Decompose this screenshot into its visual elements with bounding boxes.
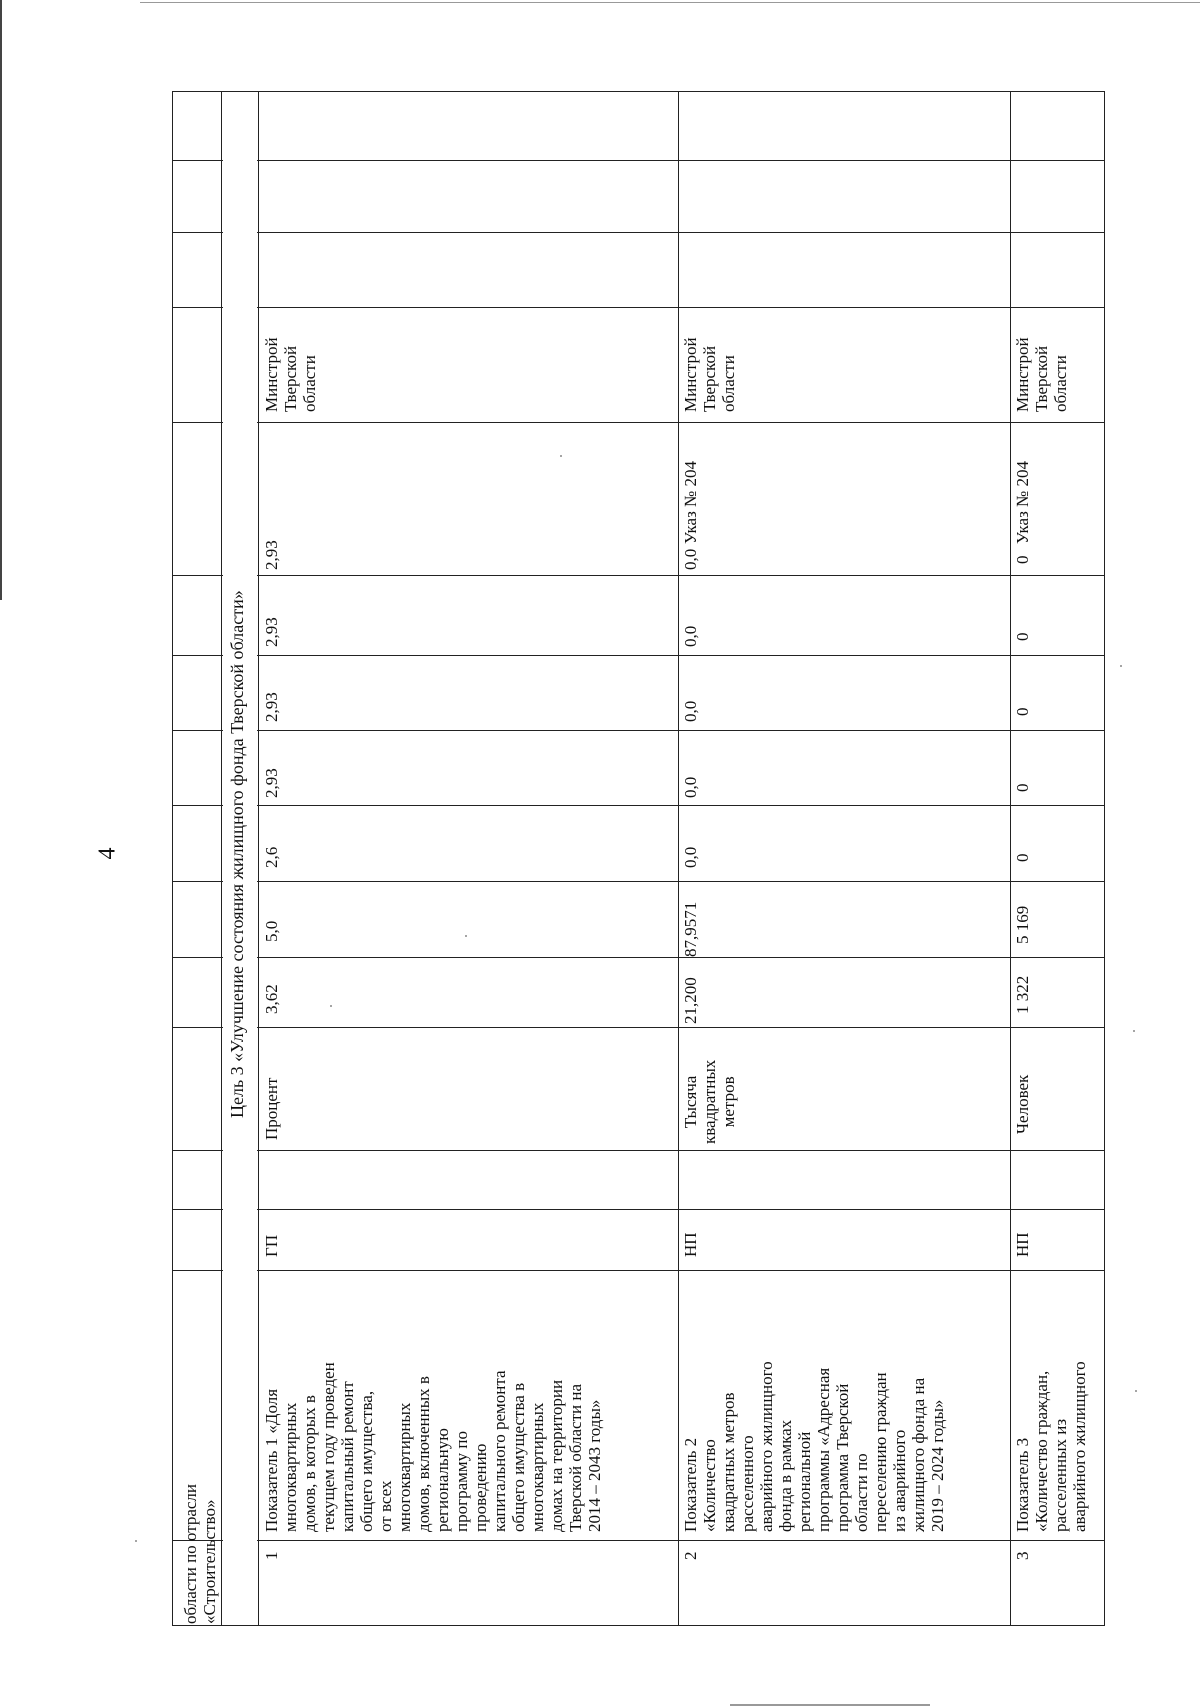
row-1-responsible-line: Тверской: [281, 345, 300, 412]
row-1-value-3: 2,6: [262, 846, 281, 868]
header-name-line: «Строительство»: [200, 1499, 219, 1624]
row-3-value-5: 0: [1013, 707, 1032, 716]
row-3-responsible: [1013, 337, 1070, 412]
vline-row2-row3: [1010, 92, 1011, 1625]
row-1-name-line: домах на территории: [547, 1379, 566, 1532]
hline-unit-v1: [173, 1027, 1104, 1028]
scan-speck: [465, 935, 467, 937]
row-2-name-line: области по: [852, 1453, 871, 1532]
row-1-responsible-line: области: [300, 355, 319, 412]
row-1-responsible: [262, 337, 319, 412]
scan-speck: [1133, 1030, 1135, 1032]
hline-type-empty: [173, 1209, 1104, 1210]
row-1-name-line: региональную: [433, 1428, 452, 1532]
row-3-name-line: расселенных из: [1051, 1418, 1070, 1532]
scan-border-left: [0, 0, 2, 600]
row-2-value-7: 0,0: [681, 548, 700, 570]
row-1-name-line: капитального ремонта: [490, 1370, 509, 1532]
hline-v6-v7: [173, 575, 1104, 576]
row-1-value-1: 3,62: [262, 984, 281, 1014]
row-1-type: ГП: [262, 1234, 281, 1257]
hline-basis-resp: [173, 307, 1104, 308]
row-2-name-line: квадратных метров: [719, 1392, 738, 1532]
row-1-number: 1: [262, 1551, 281, 1560]
row-2-name-line: программа Тверской: [833, 1383, 852, 1532]
row-3-value-2: 5 169: [1013, 905, 1032, 944]
scan-speck: [1120, 665, 1122, 667]
hline-empty-unit: [173, 1150, 1104, 1151]
row-1-name: [262, 1362, 604, 1532]
row-2-name-line: программы «Адресная: [814, 1367, 833, 1532]
row-2-responsible-line: области: [719, 355, 738, 412]
row-2-unit-line: метров: [719, 1076, 738, 1128]
vline-goal-row1: [258, 92, 259, 1625]
hline-extra1-extra2: [173, 160, 1104, 161]
row-2-name-line: аварийного жилищного: [757, 1361, 776, 1532]
row-2-value-1: 21,200: [681, 977, 700, 1024]
scan-speck: [135, 1540, 137, 1542]
row-1-value-2: 5,0: [262, 920, 281, 942]
scan-speck: [560, 455, 562, 457]
row-3-number: 3: [1013, 1551, 1032, 1560]
row-2-name-line: переселению граждан: [871, 1372, 890, 1532]
row-1-name-line: проведению: [471, 1443, 490, 1532]
row-2-name-line: расселенного: [738, 1435, 757, 1532]
row-3-value-3: 0: [1013, 853, 1032, 862]
row-2-name-line: «Количество: [700, 1439, 719, 1532]
row-2-name-line: из аварийного: [890, 1429, 909, 1532]
row-1-name-line: от всех: [376, 1480, 395, 1532]
row-2-value-3: 0,0: [681, 846, 700, 868]
page-number: 4: [94, 847, 121, 860]
row-3-name-line: Показатель 3: [1013, 1437, 1032, 1532]
row-1-unit: Процент: [262, 1077, 281, 1140]
row-2-unit-line: квадратных: [700, 1059, 719, 1144]
row-1-name-line: программу по: [452, 1431, 471, 1532]
row-3-value-6: 0: [1013, 632, 1032, 641]
goal-title: Цель 3 «Улучшение состояния жилищного фонда Тверской области»: [227, 590, 247, 1118]
row-3-name: [1013, 1361, 1089, 1532]
row-2-name-line: Показатель 2: [681, 1437, 700, 1532]
row-2-value-2: 87,9571: [681, 901, 700, 957]
row-2-responsible: [681, 337, 738, 412]
row-2-unit-line: Тысяча: [681, 1075, 700, 1129]
row-1-value-5: 2,93: [262, 692, 281, 722]
row-2-name-line: региональной: [795, 1431, 814, 1532]
row-1-name-line: общего имущества,: [357, 1390, 376, 1532]
indicator-table: [172, 91, 1105, 1626]
row-3-name-line: аварийного жилищного: [1070, 1361, 1089, 1532]
row-3-name-line: «Количество граждан,: [1032, 1370, 1051, 1532]
row-2-responsible-line: Минстрой: [681, 337, 700, 412]
row-1-value-7: 2,93: [262, 540, 281, 570]
row-1-name-line: многоквартирных: [395, 1402, 414, 1532]
row-2-value-5: 0,0: [681, 700, 700, 722]
header-name-cell: [181, 1484, 219, 1624]
row-2-type: НП: [681, 1232, 700, 1257]
scan-border-top: [140, 2, 1200, 3]
row-3-value-7: 0: [1013, 555, 1032, 564]
row-1-responsible-line: Минстрой: [262, 337, 281, 412]
row-3-type: НП: [1013, 1232, 1032, 1257]
row-1-name-line: Показатель 1 «Доля: [262, 1388, 281, 1532]
row-2-basis: Указ № 204: [681, 460, 700, 544]
row-3-value-4: 0: [1013, 783, 1032, 792]
hline-num-name: [173, 1540, 1104, 1541]
row-2-name-line: 2019 – 2024 годы»: [928, 1399, 947, 1532]
row-2-value-4: 0,0: [681, 776, 700, 798]
row-1-name-line: домов, в которых в: [300, 1395, 319, 1532]
row-2-name: [681, 1361, 947, 1532]
row-2-responsible-line: Тверской: [700, 345, 719, 412]
row-2-name-line: жилищного фонда на: [909, 1377, 928, 1532]
row-1-value-4: 2,93: [262, 768, 281, 798]
row-3-unit: Человек: [1013, 1074, 1032, 1134]
vline-row1-row2: [678, 92, 679, 1625]
row-1-name-line: Тверской области на: [566, 1383, 585, 1532]
row-2-value-6: 0,0: [681, 625, 700, 647]
hline-name-type: [173, 1270, 1104, 1271]
hline-v5-v6: [173, 655, 1104, 656]
hline-v2-v3: [173, 881, 1104, 882]
row-1-name-line: многоквартирных: [528, 1402, 547, 1532]
row-1-name-line: 2014 – 2043 годы»: [585, 1399, 604, 1532]
row-1-name-line: общего имущества в: [509, 1382, 528, 1532]
row-3-responsible-line: Тверской: [1032, 345, 1051, 412]
row-1-name-line: капитальный ремонт: [338, 1381, 357, 1532]
hline-resp-extra1: [173, 232, 1104, 233]
hline-v4-v5: [173, 730, 1104, 731]
scan-speck: [330, 1005, 332, 1007]
header-name-line: области по отрасли: [181, 1483, 200, 1624]
row-1-name-line: текущем году проведен: [319, 1362, 338, 1532]
row-3-value-1: 1 322: [1013, 975, 1032, 1014]
scan-speck: [1135, 1390, 1137, 1392]
row-2-number: 2: [681, 1551, 700, 1560]
row-1-name-line: домов, включенных в: [414, 1376, 433, 1532]
row-1-name-line: многоквартирных: [281, 1402, 300, 1532]
row-2-name-line: фонда в рамках: [776, 1419, 795, 1532]
hline-v7-basis: [173, 422, 1104, 423]
row-2-unit: [681, 1060, 738, 1144]
row-3-responsible-line: области: [1051, 355, 1070, 412]
hline-v3-v4: [173, 805, 1104, 806]
row-1-value-6: 2,93: [262, 617, 281, 647]
row-3-responsible-line: Минстрой: [1013, 337, 1032, 412]
hline-v1-v2: [173, 957, 1104, 958]
row-3-basis: Указ № 204: [1013, 460, 1032, 544]
scan-border-bottom: [730, 1704, 930, 1706]
